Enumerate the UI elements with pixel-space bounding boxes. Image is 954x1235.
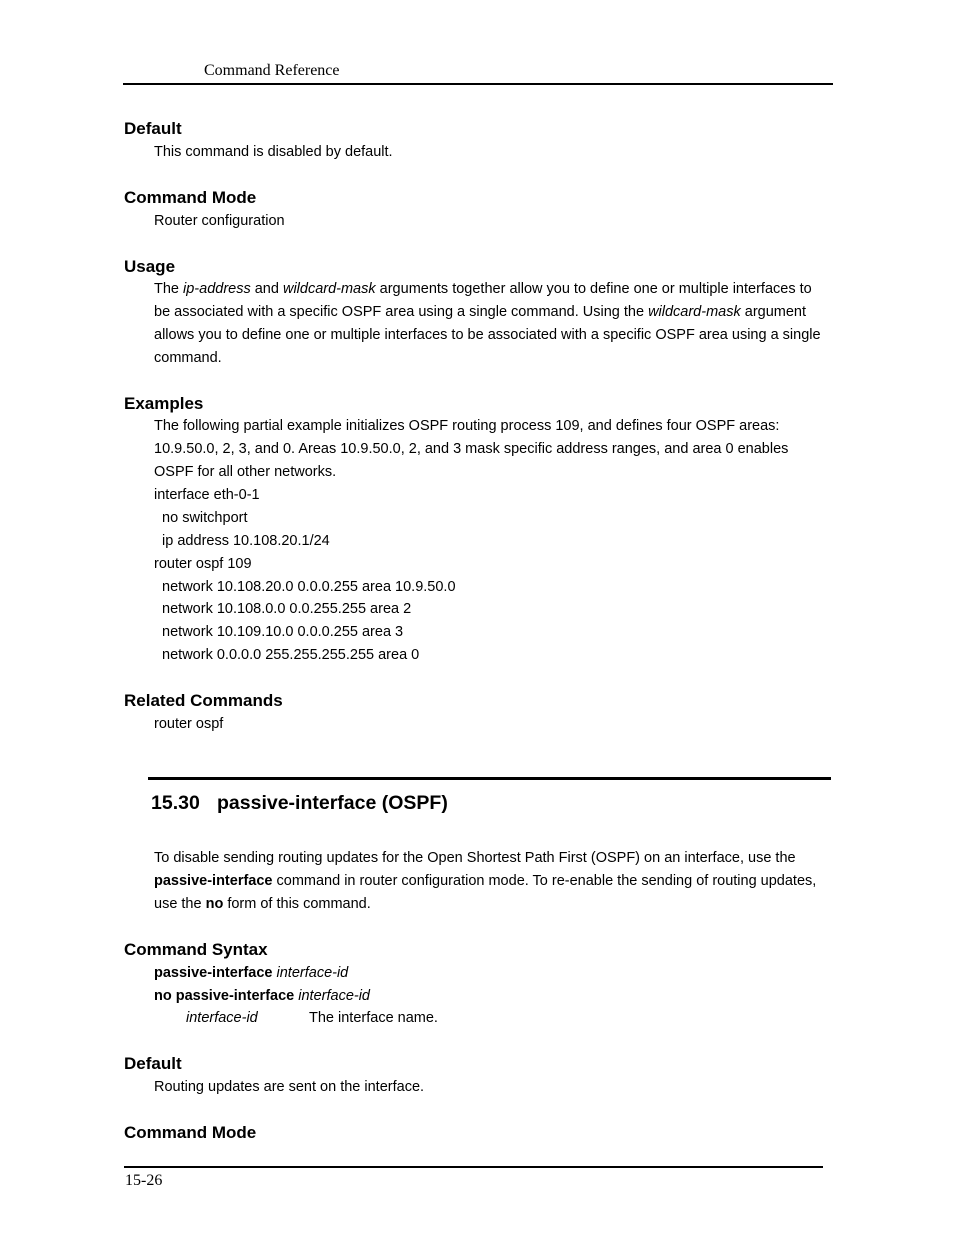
example-line: The following partial example initializes OSPF routing process 109, and defines four OSPF areas:	[154, 418, 780, 434]
code-line: ip address 10.108.20.1/24	[154, 533, 330, 549]
intro-line-3: use the no form of this command.	[154, 896, 371, 912]
default-heading: Default	[124, 1054, 182, 1073]
section-number: 15.30	[151, 792, 200, 814]
header-rule	[123, 83, 833, 85]
command-mode-text: Router configuration	[154, 213, 285, 229]
intro-line-2: passive-interface command in router configuration mode. To re-enable the sending of routing updates,	[154, 873, 817, 889]
related-commands-heading: Related Commands	[124, 691, 283, 710]
code-line: network 10.108.0.0 0.0.255.255 area 2	[154, 601, 412, 617]
example-line: OSPF for all other networks.	[154, 464, 337, 480]
related-commands-text: router ospf	[154, 716, 224, 732]
section-rule	[148, 777, 831, 780]
example-line: 10.9.50.0, 2, 3, and 0. Areas 10.9.50.0, 2, and 3 mask specific address ranges, and area 0 enables	[154, 441, 789, 457]
default-heading: Default	[124, 119, 182, 138]
command-mode-heading: Command Mode	[124, 188, 257, 207]
usage-line-4: command.	[154, 350, 222, 366]
usage-line-3: allows you to define one or multiple interfaces to be associated with a specific OSPF area using a single	[154, 327, 821, 343]
default-text: Routing updates are sent on the interface.	[154, 1079, 425, 1095]
running-header: Command Reference	[204, 62, 340, 79]
command-mode-heading: Command Mode	[124, 1123, 257, 1142]
code-line: network 0.0.0.0 255.255.255.255 area 0	[154, 647, 420, 663]
page-number: 15-26	[125, 1172, 163, 1189]
usage-line-1: The ip-address and wildcard-mask arguments together allow you to define one or multiple interfaces to	[154, 281, 812, 297]
syntax-line-1: passive-interface interface-id	[154, 965, 349, 981]
param-description: The interface name.	[309, 1010, 438, 1026]
section-title	[151, 792, 448, 815]
syntax-line-2: no passive-interface interface-id	[154, 988, 370, 1004]
code-line: interface eth-0-1	[154, 487, 260, 503]
default-text: This command is disabled by default.	[154, 144, 393, 160]
param-name: interface-id	[186, 1010, 258, 1026]
usage-line-2: be associated with a specific OSPF area using a single command. Using the wildcard-mask argument	[154, 304, 807, 320]
usage-heading: Usage	[124, 257, 176, 276]
intro-line-1: To disable sending routing updates for the Open Shortest Path First (OSPF) on an interface, use the	[154, 850, 796, 866]
command-syntax-heading: Command Syntax	[124, 940, 268, 959]
footer-rule	[124, 1166, 823, 1168]
code-line: network 10.109.10.0 0.0.0.255 area 3	[154, 624, 404, 640]
section-name: passive-interface (OSPF)	[217, 792, 448, 814]
code-line: router ospf 109	[154, 556, 252, 572]
code-line: no switchport	[154, 510, 248, 526]
code-line: network 10.108.20.0 0.0.0.255 area 10.9.50.0	[154, 579, 456, 595]
examples-heading: Examples	[124, 394, 204, 413]
